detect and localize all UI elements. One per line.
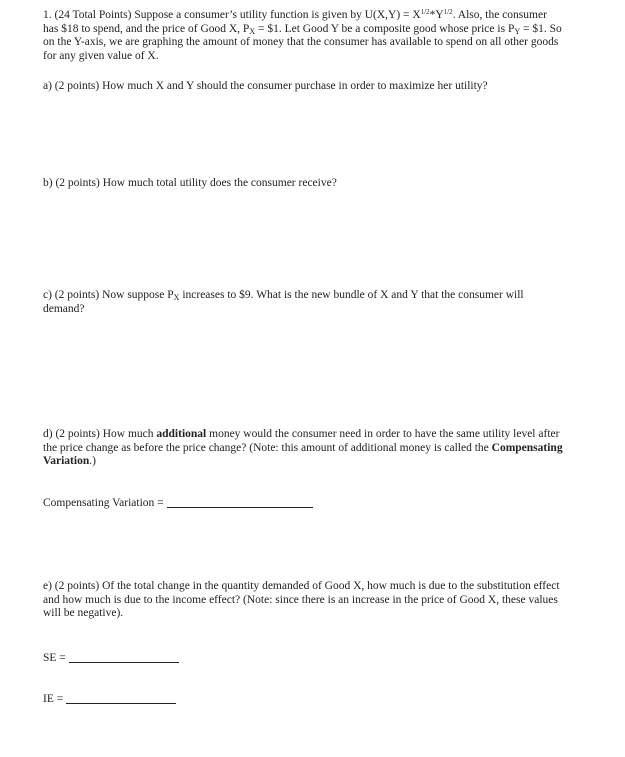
question-intro bbox=[43, 9, 563, 63]
question-number: 1. bbox=[43, 9, 52, 21]
intro-paragraph: 1. (24 Total Points) Suppose a consumer’s utility function is given by $U(X,Y) = X^{1/2}*Y^{1/2}$. Also, the consumer has $18 to spend, and the price of Good X, $P_X$ = $1. Let Good Y be a composite good whose price is $P_Y$ = $1. So on the Y-axis, we are graphing the amount of money that the consumer has available to spend on all other goods for any given value of X. bbox=[43, 8, 562, 62]
part-c-text: c) (2 points) Now suppose $P_X$ increases to $9. What is the new bundle of X and Y that the consumer will demand? bbox=[43, 289, 524, 315]
part-d bbox=[43, 428, 563, 469]
se-answer bbox=[43, 651, 563, 666]
part-d-text: d) (2 points) How much additional money would the consumer need in order to have the same utility level after the price change as before the price change? (Note: this amount of additional money is called the Compensating Variation.) bbox=[43, 428, 563, 467]
part-b-text: b) (2 points) How much total utility does the consumer receive? bbox=[43, 177, 337, 189]
compensating-variation-blank[interactable] bbox=[167, 496, 313, 508]
part-a-text: a) (2 points) How much X and Y should the consumer purchase in order to maximize her utility? bbox=[43, 80, 488, 92]
se-blank[interactable] bbox=[69, 651, 179, 663]
part-b bbox=[43, 177, 563, 191]
se-label: SE = bbox=[43, 652, 69, 664]
part-c bbox=[43, 289, 563, 316]
compensating-variation-answer bbox=[43, 496, 563, 511]
question-points: (24 Total Points) bbox=[54, 9, 132, 21]
part-e bbox=[43, 580, 563, 621]
ie-answer bbox=[43, 692, 563, 707]
ie-label: IE = bbox=[43, 693, 67, 705]
compensating-variation-label: Compensating Variation = bbox=[43, 497, 167, 509]
ie-blank[interactable] bbox=[66, 692, 176, 704]
part-a bbox=[43, 80, 563, 94]
part-e-text: e) (2 points) Of the total change in the quantity demanded of Good X, how much is due to the substitution effect and how much is due to the income effect? (Note: since there is an increase in the price of Good X, these values will be negative). bbox=[43, 580, 560, 619]
